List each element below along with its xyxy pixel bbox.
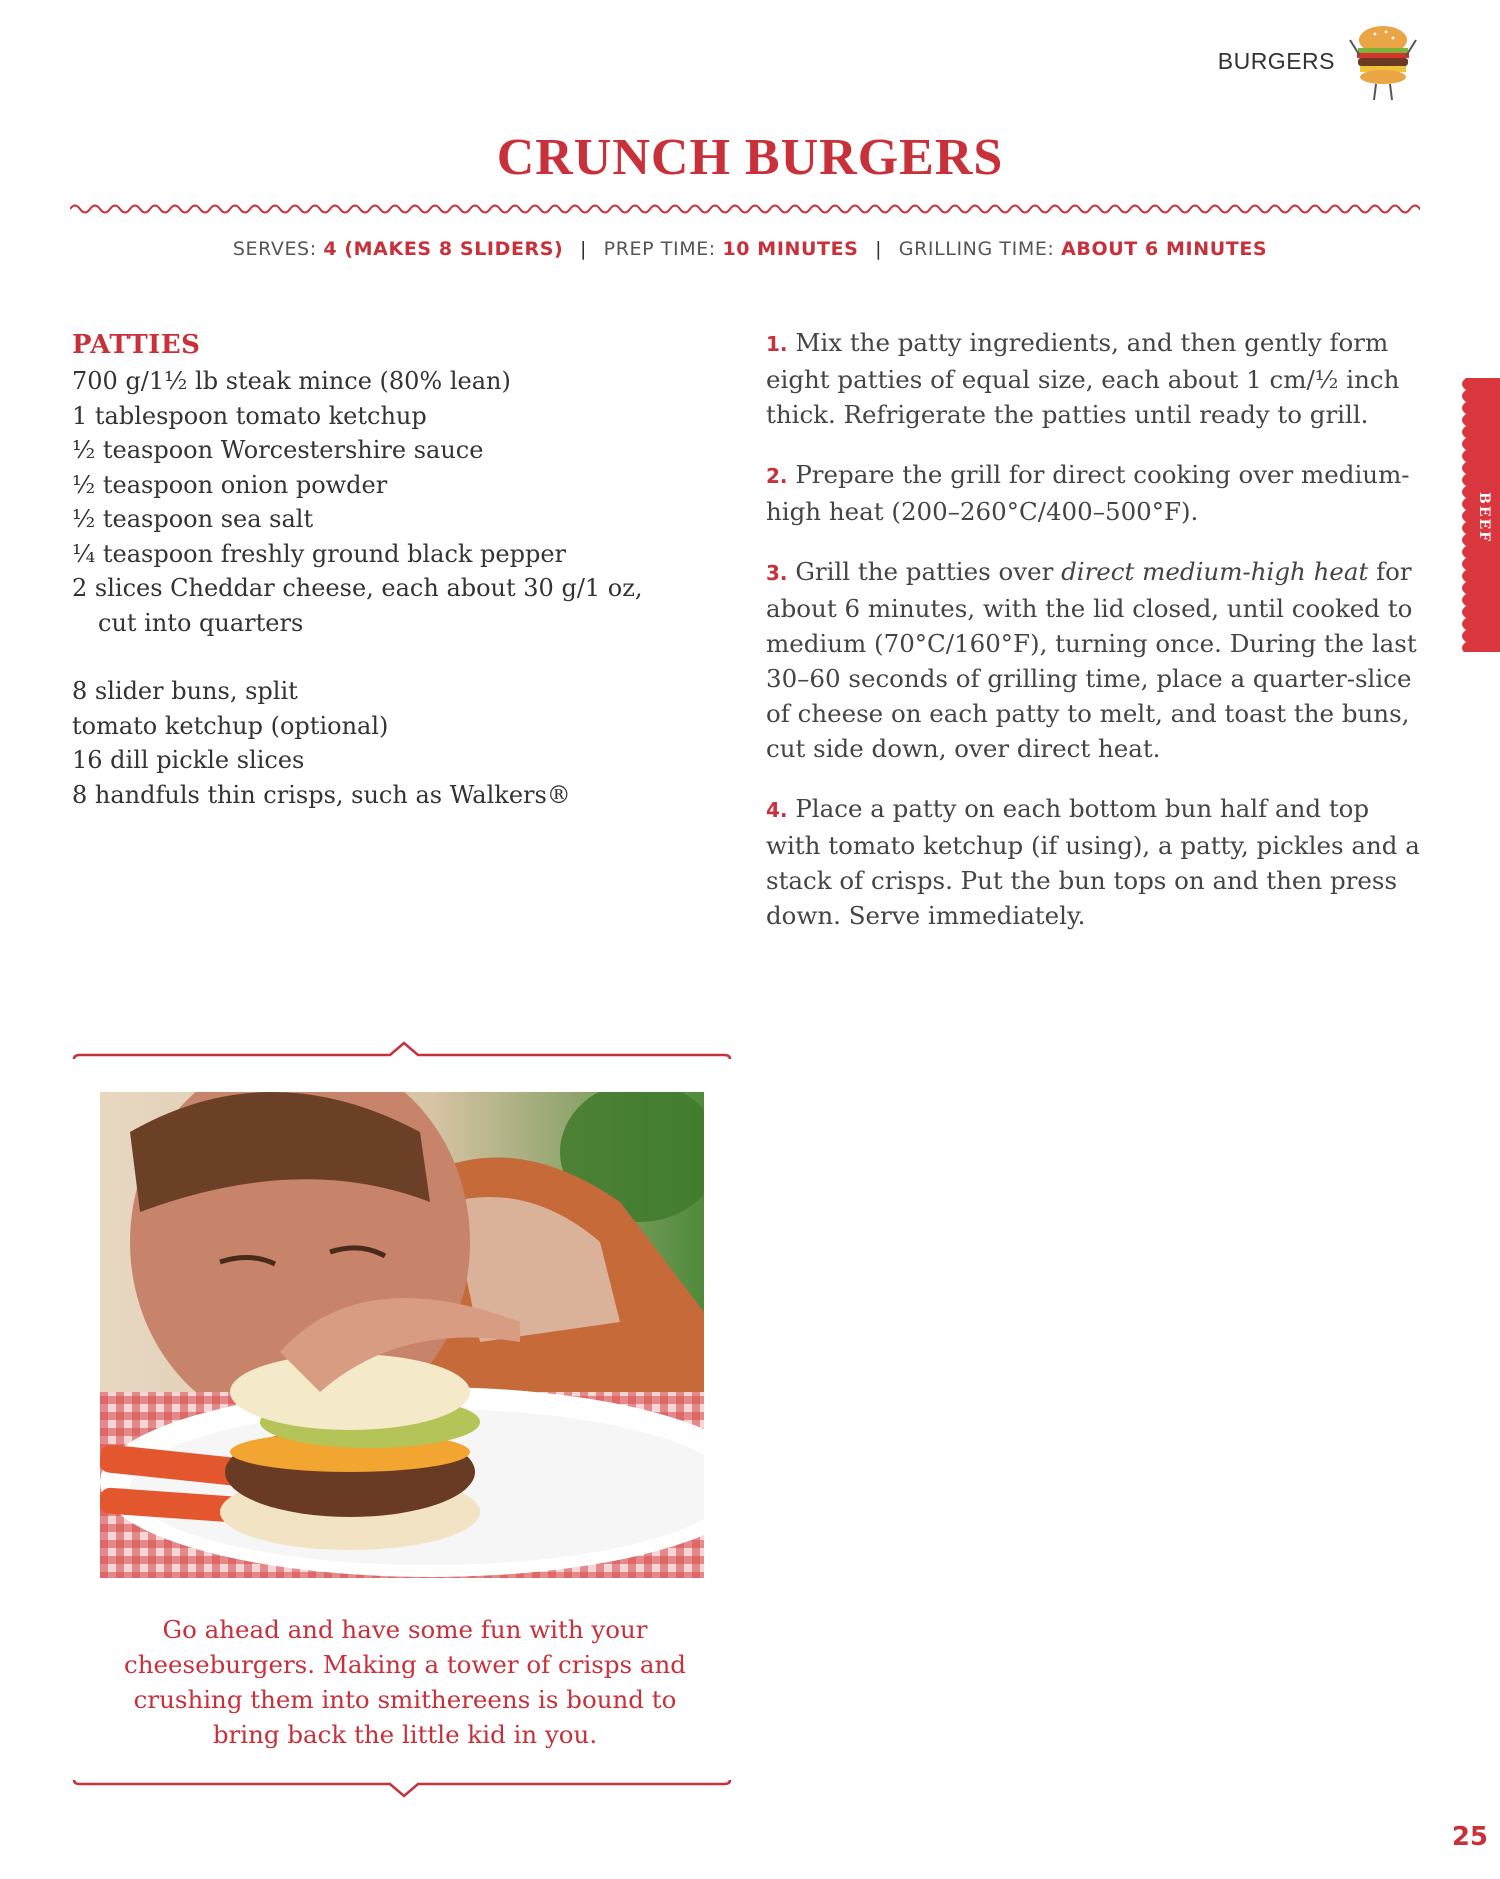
photo-boy-with-burger: [100, 1092, 704, 1578]
step-text: Grill the patties over: [795, 557, 1062, 586]
step-text: Place a patty on each bottom bun half and top with tomato ketchup (if using), a patty, pickles and a stack of crisps. Put the bun tops on and then press down. Serve immediately.: [766, 794, 1420, 930]
ingredient-item: ¼ teaspoon freshly ground black pepper: [72, 539, 567, 568]
recipe-meta: [0, 238, 1500, 260]
method-step: [766, 457, 1426, 529]
method-step: [766, 791, 1426, 933]
prep-time-value: 10 MINUTES: [722, 238, 859, 260]
ingredient-list: [72, 364, 692, 812]
step-number: 4.: [766, 798, 788, 822]
ingredient-item: tomato ketchup (optional): [72, 711, 389, 740]
step-number: 2.: [766, 464, 788, 488]
ingredient-item: ½ teaspoon onion powder: [72, 470, 388, 499]
grilling-time-value: ABOUT 6 MINUTES: [1061, 238, 1268, 260]
method-steps: [766, 325, 1426, 958]
serves-value: 4 (MAKES 8 SLIDERS): [323, 238, 564, 260]
method-step: [766, 554, 1426, 766]
step-text: Prepare the grill for direct cooking over medium-high heat (200–260°C/400–500°F).: [766, 460, 1410, 526]
ingredient-item: 8 slider buns, split: [72, 677, 298, 705]
prep-time-label: PREP TIME:: [603, 238, 716, 260]
ingredient-item: ½ teaspoon sea salt: [72, 505, 314, 533]
wavy-divider: [70, 198, 1420, 220]
step-text: Mix the patty ingredients, and then gently form eight patties of equal size, each about 1 cm/½ inch thick. Refrigerate the patties until ready to grill.: [766, 328, 1400, 429]
ingredient-item: 700 g/1½ lb steak mince (80% lean): [72, 367, 511, 395]
ingredient-spacer: [72, 640, 692, 674]
ingredient-item: ½ teaspoon Worcestershire sauce: [72, 436, 484, 464]
ingredient-item: 16 dill pickle slices: [72, 746, 305, 774]
step-number: 3.: [766, 561, 788, 585]
meta-separator: |: [579, 238, 587, 260]
ingredient-item: 2 slices Cheddar cheese, each about 30 g/1 oz,: [72, 574, 643, 602]
recipe-title: CRUNCH BURGERS: [496, 129, 1004, 186]
ingredient-item-continued: cut into quarters: [98, 608, 304, 637]
step-number: 1.: [766, 332, 788, 356]
serves-label: SERVES:: [232, 238, 317, 260]
tip-caption: Go ahead and have some fun with your cheeseburgers. Making a tower of crisps and crushing them into smithereens is bound to bring back the little kid in you.: [124, 1615, 686, 1749]
ingredients-heading: PATTIES: [72, 330, 201, 360]
page-number: 25: [1451, 1822, 1488, 1852]
grilling-time-label: GRILLING TIME:: [898, 238, 1055, 260]
ingredient-item: 1 tablespoon tomato ketchup: [72, 401, 427, 430]
method-step: [766, 325, 1426, 432]
burger-mascot-icon: [1348, 14, 1418, 104]
section-label: BURGERS: [1217, 48, 1335, 74]
step-text: for about 6 minutes, with the lid closed, until cooked to medium (70°C/160°F), turning once. During the last 30–60 seconds of grilling time, place a quarter-slice of cheese on each patty to melt, and toast the buns, cut side down, over direct heat.: [766, 557, 1417, 763]
side-tab-label: BEEF: [1476, 492, 1492, 544]
ingredient-item: 8 handfuls thin crisps, such as Walkers®: [72, 780, 571, 809]
tip-box-bottom-border: [72, 1774, 732, 1804]
meta-separator: |: [875, 238, 883, 260]
step-emphasis: direct medium-high heat: [1061, 557, 1369, 586]
tip-box-top-border: [72, 1035, 732, 1065]
